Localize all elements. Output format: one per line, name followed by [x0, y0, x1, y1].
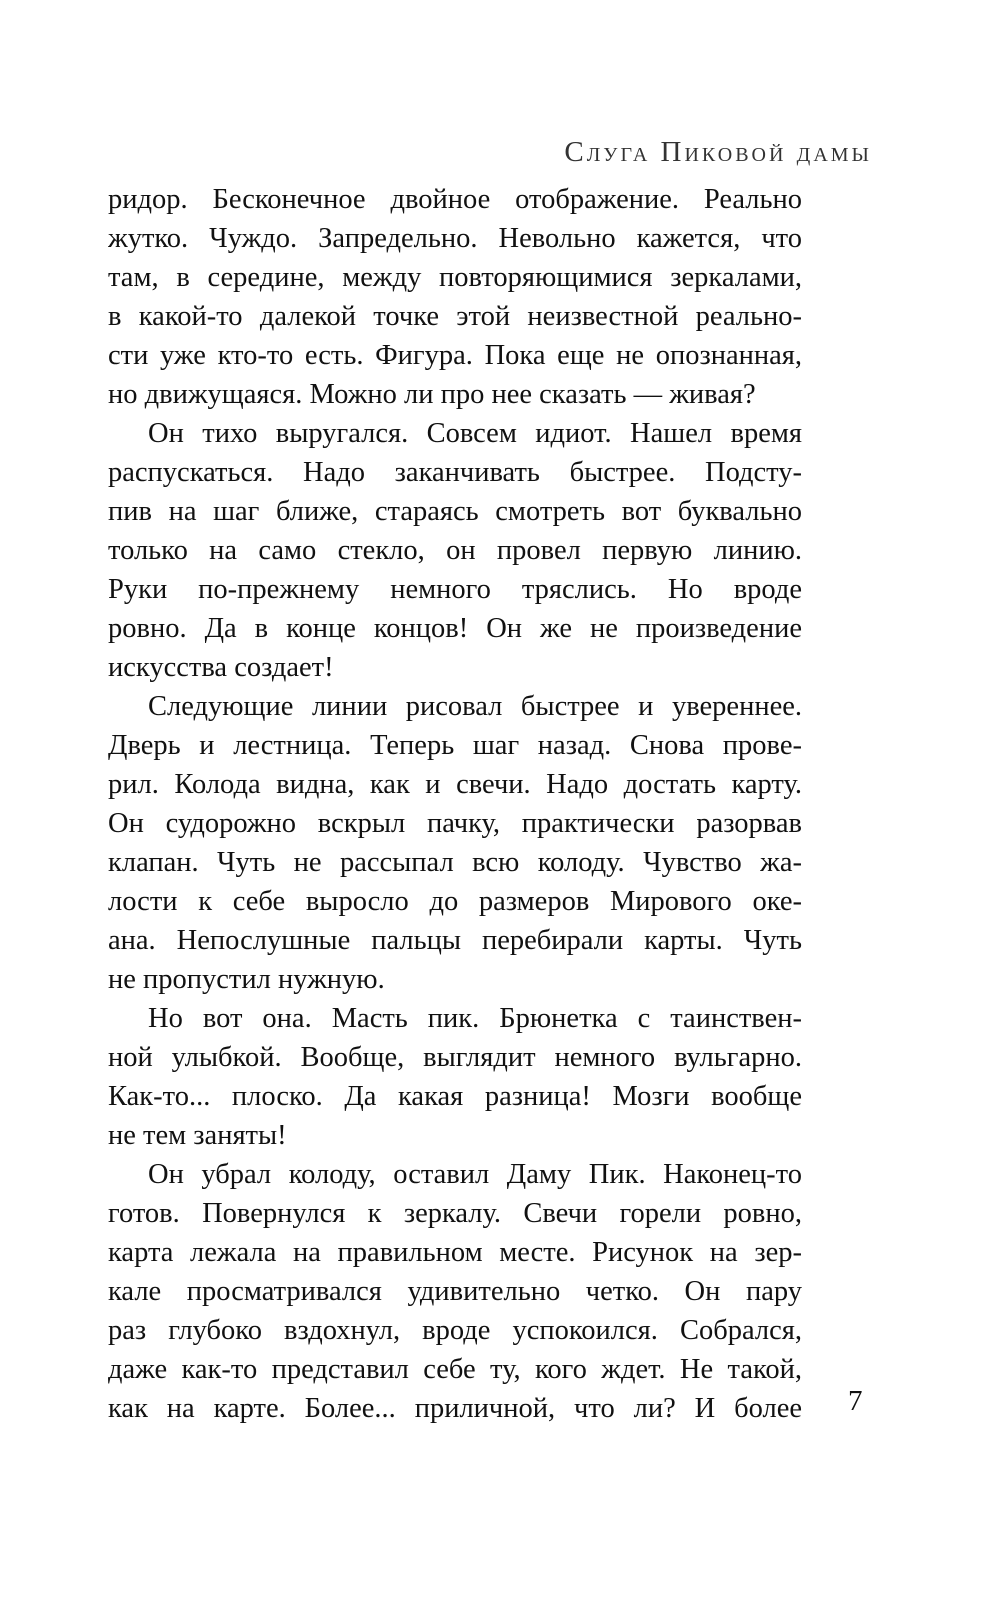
text-line: Он тихо выругался. Совсем идиот. Нашел время: [148, 418, 802, 449]
text-line: ровно. Да в конце концов! Он же не произведение: [108, 613, 802, 644]
text-line: ридор. Бесконечное двойное отображение. Реально: [108, 184, 802, 215]
text-line: Он убрал колоду, оставил Даму Пик. Наконец-то: [148, 1159, 802, 1190]
text-line: Он судорожно вскрыл пачку, практически разорвав: [108, 808, 802, 839]
text-line: только на само стекло, он провел первую линию.: [108, 535, 802, 566]
text-line: лости к себе выросло до размеров Мирового оке-: [108, 886, 802, 917]
text-line: карта лежала на правильном месте. Рисунок на зер-: [108, 1237, 802, 1268]
text-line: клапан. Чуть не рассыпал всю колоду. Чувство жа-: [108, 847, 802, 878]
text-line: ной улыбкой. Вообще, выглядит немного вульгарно.: [108, 1042, 802, 1073]
paragraph-5: [108, 1155, 802, 1428]
page-number: 7: [848, 1385, 863, 1417]
text-line: распускаться. Надо заканчивать быстрее. Подсту-: [108, 457, 802, 488]
text-line: даже как-то представил себе ту, кого ждет. Не такой,: [108, 1354, 802, 1385]
text-line: в какой-то далекой точке этой неизвестной реально-: [108, 301, 802, 332]
text-line: Руки по-прежнему немного тряслись. Но вроде: [108, 574, 802, 605]
text-line: ана. Непослушные пальцы перебирали карты. Чуть: [108, 925, 802, 956]
text-line: раз глубоко вздохнул, вроде успокоился. Собрался,: [108, 1315, 802, 1346]
text-line: кале просматривался удивительно четко. Он пару: [108, 1276, 802, 1307]
text-line: рил. Колода видна, как и свечи. Надо достать карту.: [108, 769, 802, 800]
text-line: не тем заняты!: [108, 1120, 287, 1151]
text-line: но движущаяся. Можно ли про нее сказать — живая?: [108, 379, 756, 410]
text-line: пив на шаг ближе, стараясь смотреть вот буквально: [108, 496, 802, 527]
text-line: не пропустил нужную.: [108, 964, 385, 995]
text-line: Как-то... плоско. Да какая разница! Мозги вообще: [108, 1081, 802, 1112]
text-line: жутко. Чуждо. Запредельно. Невольно кажется, что: [108, 223, 802, 254]
text-line: как на карте. Более... приличной, что ли? И более: [108, 1393, 802, 1424]
text-line: сти уже кто-то есть. Фигура. Пока еще не опознанная,: [108, 340, 802, 371]
text-line: Но вот она. Масть пик. Брюнетка с таинствен-: [148, 1003, 802, 1034]
paragraph-4: [108, 999, 802, 1155]
paragraph-3: [108, 687, 802, 999]
text-line: готов. Повернулся к зеркалу. Свечи горели ровно,: [108, 1198, 802, 1229]
text-line: Следующие линии рисовал быстрее и увереннее.: [148, 691, 802, 722]
paragraph-2: [108, 414, 802, 687]
paragraph-1: [108, 180, 802, 414]
running-head-title: Слуга Пиковой дамы: [564, 136, 872, 168]
text-line: там, в середине, между повторяющимися зеркалами,: [108, 262, 802, 293]
text-line: Дверь и лестница. Теперь шаг назад. Снова прове-: [108, 730, 802, 761]
body-text: [108, 180, 802, 1428]
text-line: искусства создает!: [108, 652, 334, 683]
